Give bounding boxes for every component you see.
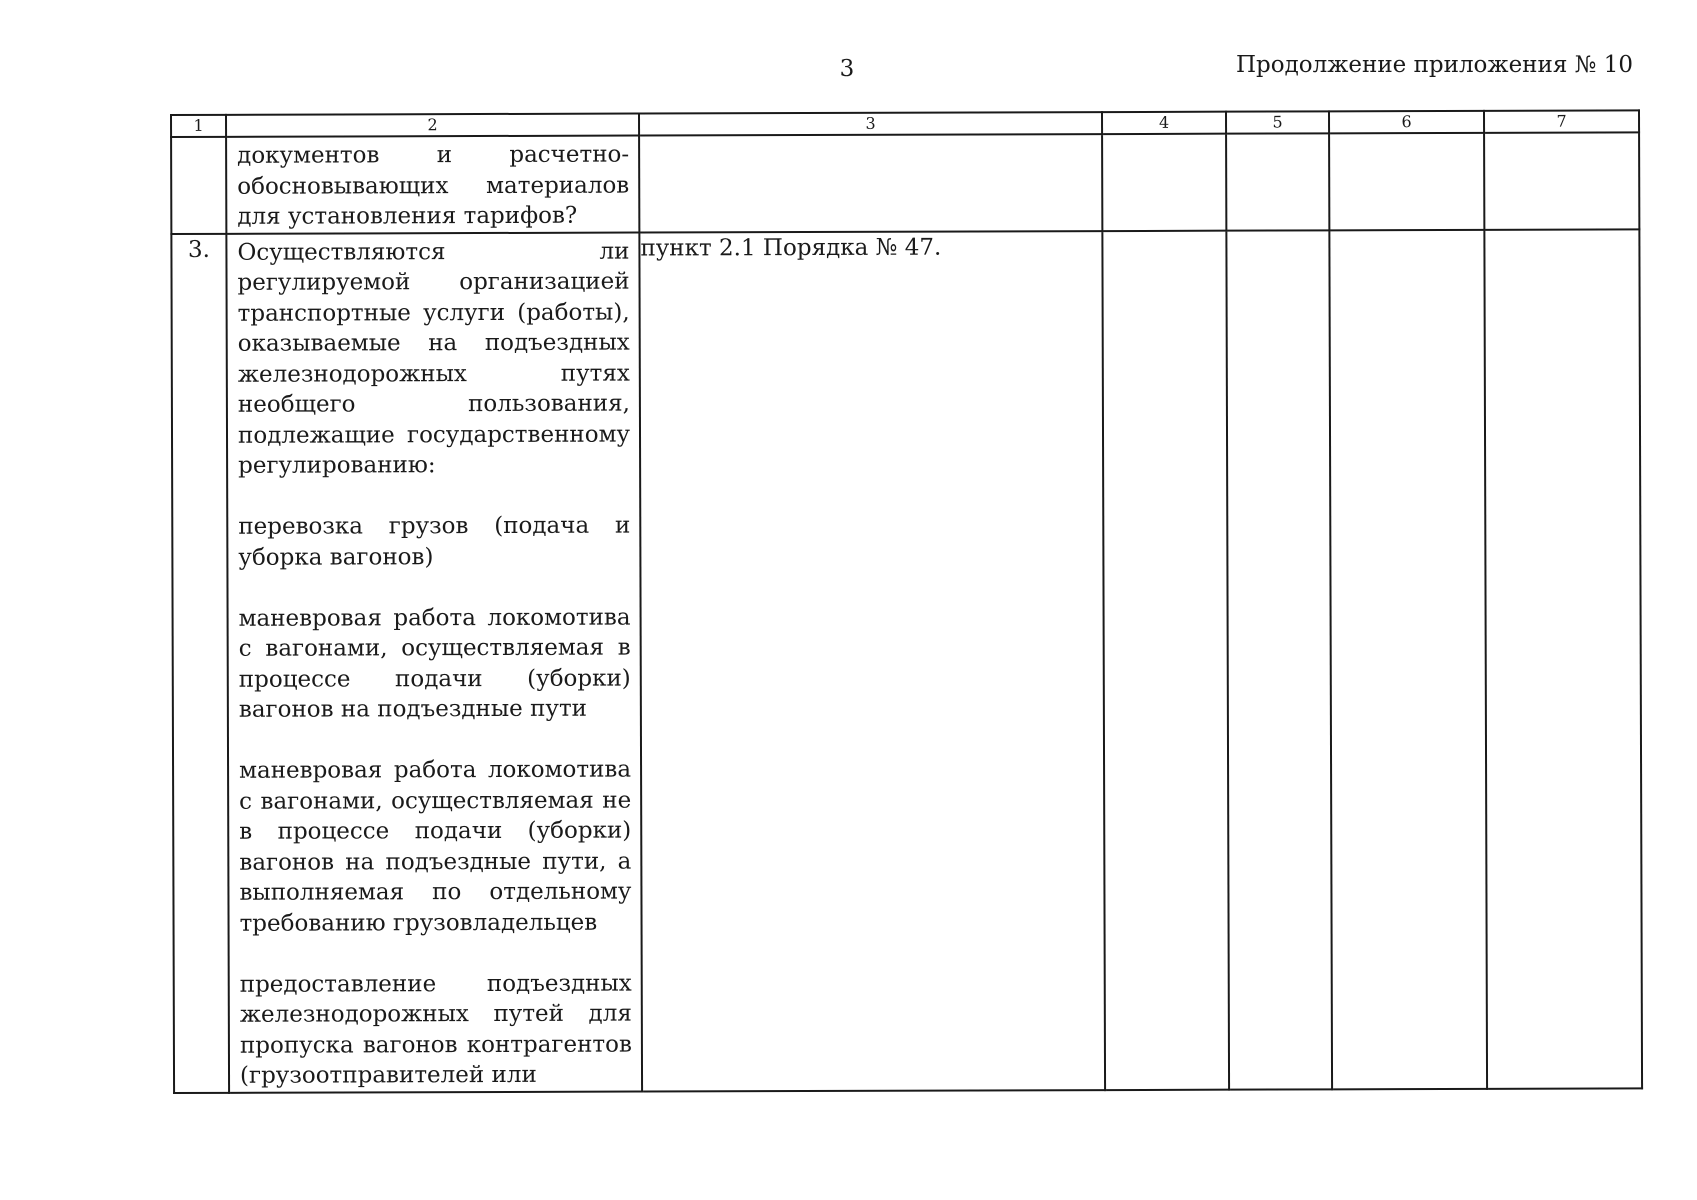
table-row — [171, 132, 1639, 233]
checklist-table — [170, 109, 1643, 1093]
question-paragraph: маневровая работа локомотива с вагонами, осуществляемая в процессе подачи (уборки) вагонов на подъездные пути — [238, 604, 631, 723]
column-number: 4 — [1102, 112, 1226, 134]
question-paragraph: документов и расчетно-обосновывающих материалов для установления тарифов? — [237, 141, 630, 230]
question-cell — [226, 232, 642, 1092]
row-number-cell — [171, 137, 226, 234]
question-cell — [226, 136, 639, 234]
appendix-continuation-label: Продолжение приложения № 10 — [1235, 52, 1633, 78]
empty-cell — [1102, 134, 1226, 231]
question-paragraph: предоставление подъездных железнодорожных путей для пропуска вагонов контрагентов (грузоотправителей или — [239, 970, 632, 1089]
column-number: 1 — [171, 115, 226, 137]
row-number-cell: 3. — [171, 233, 229, 1092]
column-number: 2 — [226, 114, 639, 137]
empty-cell — [1329, 133, 1484, 230]
empty-cell — [1329, 229, 1487, 1088]
column-number: 3 — [639, 112, 1102, 135]
legal-reference-cell — [639, 134, 1102, 232]
column-number: 7 — [1484, 110, 1639, 132]
question-paragraph: маневровая работа локомотива с вагонами, осуществляемая не в процессе подачи (уборки) вагонов на подъездные пути, а выполняемая по отдельному требованию грузовладельцев — [239, 756, 632, 937]
question-paragraph: Осуществляются ли регулируемой организацией транспортные услуги (работы), оказываемые на подъездных железнодорожных путях необщего пользования, подлежащие государственному регулированию: — [237, 238, 631, 479]
empty-cell — [1484, 132, 1639, 229]
page-number: 3 — [839, 56, 855, 82]
table-row — [171, 229, 1642, 1093]
empty-cell — [1226, 133, 1329, 230]
question-paragraph: перевозка грузов (подача и уборка вагонов) — [238, 512, 631, 571]
empty-cell — [1102, 230, 1229, 1089]
column-number: 6 — [1329, 111, 1484, 133]
empty-cell — [1226, 230, 1332, 1089]
column-number: 5 — [1226, 111, 1329, 133]
legal-reference-cell: пункт 2.1 Порядка № 47. — [639, 231, 1105, 1091]
empty-cell — [1484, 229, 1642, 1088]
